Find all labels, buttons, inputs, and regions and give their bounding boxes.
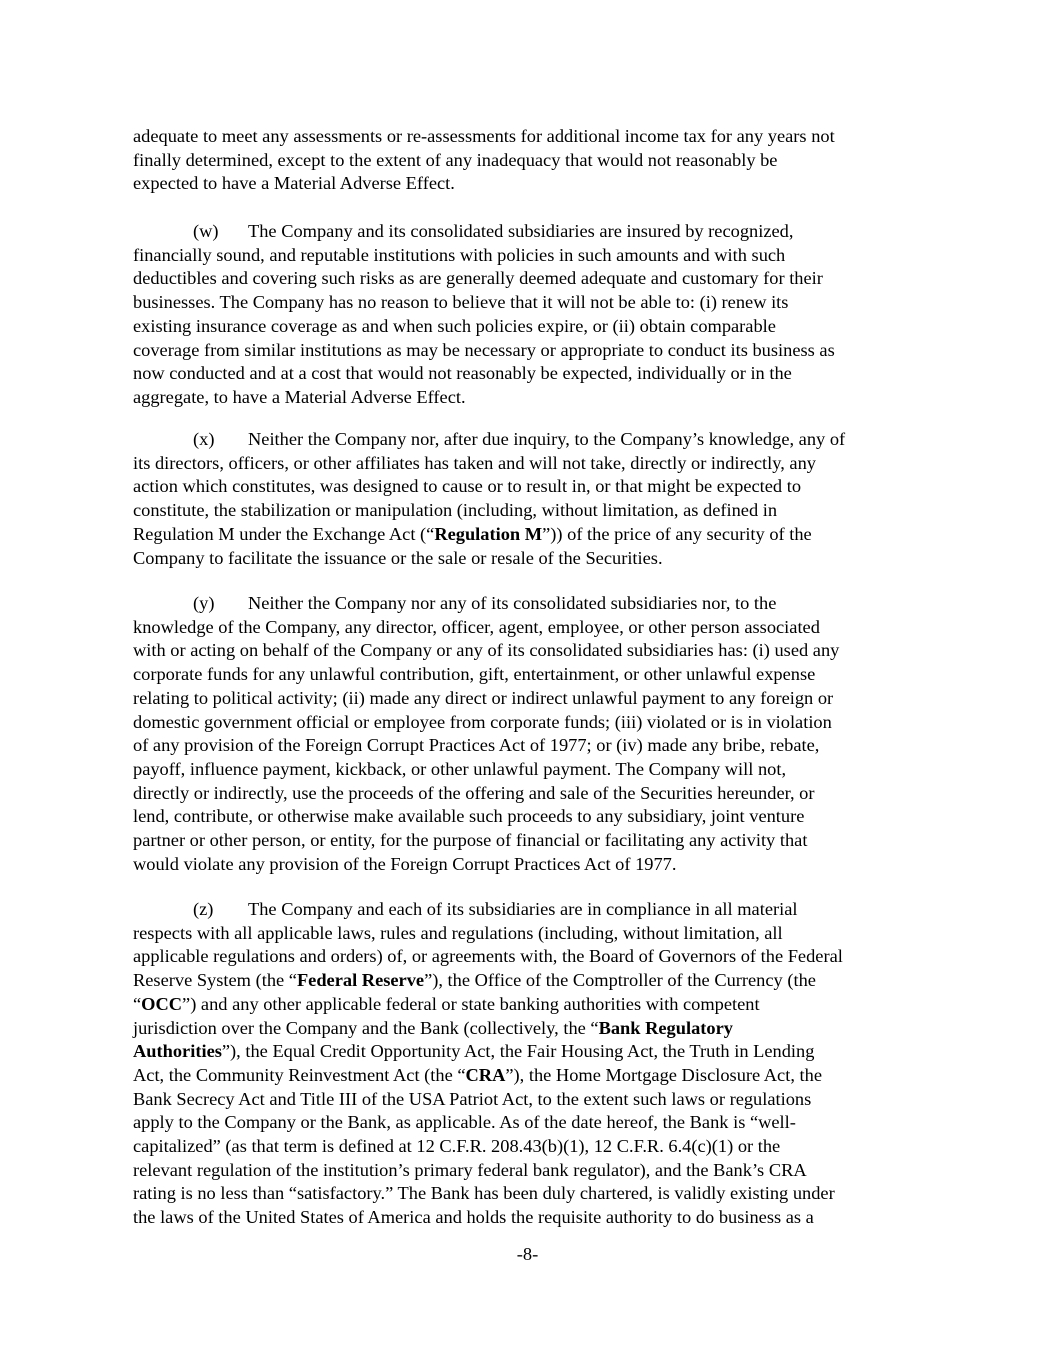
text-line — [133, 339, 933, 363]
text-line — [133, 125, 933, 149]
defined-term: Federal Reserve — [296, 970, 425, 991]
text-run: Reserve System (the “ — [133, 970, 297, 991]
paragraph-intro — [133, 125, 933, 196]
text-line — [133, 315, 933, 339]
text-run: existing insurance coverage as and when such policies expire, or (ii) obtain comparable — [133, 315, 776, 336]
text-run: Neither the Company nor, after due inquiry, to the Company’s knowledge, any of — [248, 429, 846, 449]
text-line — [133, 475, 933, 499]
text-line — [133, 1206, 933, 1230]
text-run: respects with all applicable laws, rules and regulations (including, without limitation, all — [133, 922, 783, 943]
text-line — [133, 1135, 933, 1159]
text-line — [133, 829, 933, 853]
text-line — [133, 687, 933, 711]
clause-label: (z) — [193, 899, 214, 919]
text-line — [133, 428, 933, 452]
text-run: “ — [133, 993, 142, 1014]
text-run: aggregate, to have a Material Adverse Effect. — [133, 386, 466, 407]
text-line — [133, 734, 933, 758]
text-run: financially sound, and reputable institutions with policies in such amounts and with such — [133, 244, 786, 265]
text-run: The Company and each of its subsidiaries are in compliance in all material — [248, 899, 798, 919]
text-run: knowledge of the Company, any director, officer, agent, employee, or other person associated — [133, 616, 820, 637]
text-line — [133, 711, 933, 735]
text-run: ”) and any other applicable federal or state banking authorities with competent — [182, 993, 760, 1014]
paragraph-w — [133, 220, 933, 410]
text-run: jurisdiction over the Company and the Bank (collectively, the “ — [133, 1017, 599, 1038]
text-line — [133, 1017, 933, 1041]
text-run: Regulation M under the Exchange Act (“ — [133, 523, 435, 544]
text-run: ”)) of the price of any security of the — [542, 523, 812, 544]
text-run: expected to have a Material Adverse Effect. — [133, 173, 455, 194]
text-run: partner or other person, or entity, for the purpose of financial or facilitating any activity that — [133, 830, 808, 851]
text-run: the laws of the United States of America and holds the requisite authority to do business as a — [133, 1207, 814, 1228]
text-run: adequate to meet any assessments or re-assessments for additional income tax for any years not — [133, 126, 835, 146]
text-line — [133, 291, 933, 315]
text-run: now conducted and at a cost that would not reasonably be expected, individually or in the — [133, 363, 792, 384]
clause-label: (x) — [193, 429, 215, 449]
defined-term: Authorities — [133, 1041, 222, 1062]
text-line — [133, 172, 933, 196]
defined-term: CRA — [465, 1064, 506, 1085]
text-run: coverage from similar institutions as may be necessary or appropriate to conduct its business as — [133, 339, 835, 360]
text-run: would violate any provision of the Foreign Corrupt Practices Act of 1977. — [133, 853, 677, 874]
text-run: action which constitutes, was designed to cause or to result in, or that might be expected to — [133, 476, 802, 497]
text-line — [133, 782, 933, 806]
text-line — [133, 452, 933, 476]
text-run: payoff, influence payment, kickback, or other unlawful payment. The Company will not, — [133, 758, 787, 779]
text-run: Act, the Community Reinvestment Act (the “ — [133, 1064, 466, 1085]
text-run: applicable regulations and orders) of, or agreements with, the Board of Governors of the Federal — [133, 946, 843, 967]
defined-term: Bank Regulatory — [598, 1017, 733, 1038]
text-run: directly or indirectly, use the proceeds of the offering and sale of the Securities hereunder, or — [133, 782, 815, 803]
text-run: finally determined, except to the extent of any inadequacy that would not reasonably be — [133, 149, 778, 170]
text-run: The Company and its consolidated subsidiaries are insured by recognized, — [248, 221, 794, 241]
text-line — [133, 663, 933, 687]
defined-term: Regulation M — [434, 523, 543, 544]
text-run: Company to facilitate the issuance or the sale or resale of the Securities. — [133, 547, 663, 568]
text-line — [133, 805, 933, 829]
text-run: with or acting on behalf of the Company or any of its consolidated subsidiaries has: (i) used any — [133, 640, 840, 661]
paragraph-z — [133, 898, 933, 1230]
text-run: Bank Secrecy Act and Title III of the USA Patriot Act, to the extent such laws or regulations — [133, 1088, 812, 1109]
text-line — [133, 969, 933, 993]
text-line — [133, 1040, 933, 1064]
text-run: capitalized” (as that term is defined at 12 C.F.R. 208.43(b)(1), 12 C.F.R. 6.4(c)(1) or the — [133, 1136, 781, 1157]
text-line — [133, 639, 933, 663]
text-line — [133, 362, 933, 386]
text-run: Neither the Company nor any of its consolidated subsidiaries nor, to the — [248, 593, 777, 613]
text-run: its directors, officers, or other affiliates has taken and will not take, directly or indirectly, any — [133, 452, 816, 473]
text-line — [133, 220, 933, 244]
text-line — [133, 616, 933, 640]
text-run: lend, contribute, or otherwise make available such proceeds to any subsidiary, joint venture — [133, 806, 805, 827]
text-line — [133, 945, 933, 969]
text-run: businesses. The Company has no reason to believe that it will not be able to: (i) renew its — [133, 292, 789, 313]
text-run: domestic government official or employee from corporate funds; (iii) violated or is in violation — [133, 711, 832, 732]
text-run: relevant regulation of the institution’s primary federal bank regulator), and the Bank’s CRA — [133, 1159, 807, 1180]
text-line — [133, 1064, 933, 1088]
text-line — [133, 1111, 933, 1135]
text-line — [133, 853, 933, 877]
text-run: ”), the Office of the Comptroller of the Currency (the — [424, 970, 816, 991]
paragraph-x — [133, 428, 933, 570]
clause-label: (y) — [193, 593, 215, 613]
text-line — [133, 592, 933, 616]
text-line — [133, 1182, 933, 1206]
text-run: corporate funds for any unlawful contribution, gift, entertainment, or other unlawful expense — [133, 664, 816, 685]
text-line — [133, 499, 933, 523]
text-run: relating to political activity; (ii) made any direct or indirect unlawful payment to any foreign or — [133, 687, 834, 708]
text-run: of any provision of the Foreign Corrupt Practices Act of 1977; or (iv) made any bribe, rebate, — [133, 735, 820, 756]
clause-label: (w) — [193, 221, 219, 241]
text-line — [133, 1159, 933, 1183]
text-line — [133, 758, 933, 782]
text-run: constitute, the stabilization or manipulation (including, without limitation, as defined in — [133, 500, 778, 521]
page-number: -8- — [516, 1244, 539, 1264]
text-line — [133, 386, 933, 410]
text-line — [133, 547, 933, 571]
text-line — [133, 1088, 933, 1112]
text-line — [133, 244, 933, 268]
text-run: rating is no less than “satisfactory.” The Bank has been duly chartered, is validly existing under — [133, 1183, 835, 1204]
text-run: ”), the Home Mortgage Disclosure Act, the — [505, 1064, 822, 1085]
text-line — [133, 993, 933, 1017]
text-run: apply to the Company or the Bank, as applicable. As of the date hereof, the Bank is “well- — [133, 1112, 796, 1133]
defined-term: OCC — [141, 993, 183, 1014]
text-run: ”), the Equal Credit Opportunity Act, the Fair Housing Act, the Truth in Lending — [221, 1041, 815, 1062]
text-line — [133, 267, 933, 291]
text-line — [133, 898, 933, 922]
text-line — [133, 149, 933, 173]
text-run: deductibles and covering such risks as are generally deemed adequate and customary for their — [133, 268, 823, 289]
text-line — [133, 922, 933, 946]
paragraph-y — [133, 592, 933, 876]
text-line — [133, 523, 933, 547]
